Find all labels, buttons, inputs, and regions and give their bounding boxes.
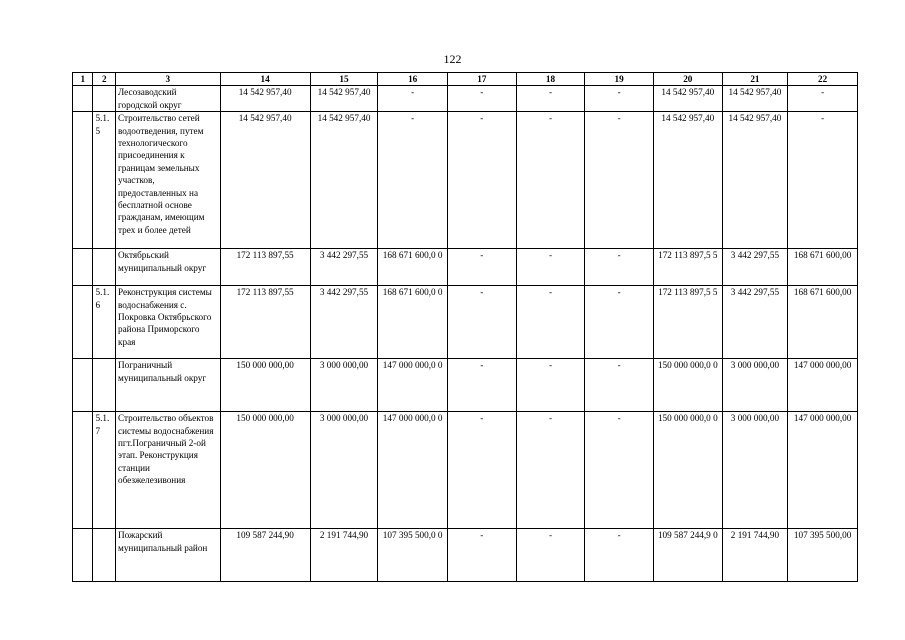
item-code-cell: 5.1.7 bbox=[93, 412, 116, 529]
amount-cell: - bbox=[516, 412, 585, 529]
item-name-cell: Пожарский муниципальный район bbox=[116, 529, 221, 582]
amount-cell: 14 542 957,40 bbox=[310, 86, 378, 112]
amount-cell: - bbox=[378, 112, 448, 249]
item-code-cell: 5.1.6 bbox=[93, 286, 116, 359]
amount-cell: - bbox=[585, 529, 654, 582]
amount-cell: 172 113 897,5 5 bbox=[653, 249, 722, 286]
item-name-cell: Лесозаводский городской округ bbox=[116, 86, 221, 112]
amount-cell: 107 395 500,0 0 bbox=[378, 529, 448, 582]
table-row bbox=[73, 249, 858, 286]
row-number-cell bbox=[73, 249, 93, 286]
amount-cell: 14 542 957,40 bbox=[653, 112, 722, 249]
amount-cell: - bbox=[516, 286, 585, 359]
amount-cell: - bbox=[516, 86, 585, 112]
item-code-cell bbox=[93, 529, 116, 582]
item-name-cell: Реконструкция системы водоснабжения с. Покровка Октябрьского района Приморского края bbox=[116, 286, 221, 359]
table-row bbox=[73, 112, 858, 249]
amount-cell: - bbox=[448, 86, 517, 112]
amount-cell: 14 542 957,40 bbox=[310, 112, 378, 249]
table-row bbox=[73, 529, 858, 582]
row-number-cell bbox=[73, 86, 93, 112]
amount-cell: 14 542 957,40 bbox=[653, 86, 722, 112]
table-row bbox=[73, 359, 858, 412]
amount-cell: - bbox=[516, 112, 585, 249]
table-header-row bbox=[73, 73, 858, 86]
amount-cell: - bbox=[378, 86, 448, 112]
amount-cell: 150 000 000,00 bbox=[220, 412, 310, 529]
row-number-cell bbox=[73, 112, 93, 249]
amount-cell: - bbox=[448, 529, 517, 582]
item-code-cell bbox=[93, 86, 116, 112]
amount-cell: - bbox=[585, 359, 654, 412]
amount-cell: 2 191 744,90 bbox=[722, 529, 788, 582]
amount-cell: 14 542 957,40 bbox=[220, 86, 310, 112]
amount-cell: 168 671 600,00 bbox=[788, 286, 858, 359]
page-number: 122 bbox=[443, 52, 462, 66]
amount-cell: 147 000 000,00 bbox=[788, 359, 858, 412]
amount-cell: 168 671 600,0 0 bbox=[378, 286, 448, 359]
amount-cell: 109 587 244,9 0 bbox=[653, 529, 722, 582]
item-code-cell: 5.1.5 bbox=[93, 112, 116, 249]
amount-cell: - bbox=[516, 529, 585, 582]
column-header: 20 bbox=[653, 73, 722, 86]
item-name-cell: Пограничный муниципальный округ bbox=[116, 359, 221, 412]
amount-cell: 14 542 957,40 bbox=[722, 86, 788, 112]
column-header: 2 bbox=[93, 73, 116, 86]
amount-cell: 3 442 297,55 bbox=[722, 286, 788, 359]
table-row bbox=[73, 412, 858, 529]
amount-cell: - bbox=[788, 112, 858, 249]
column-header: 18 bbox=[516, 73, 585, 86]
amount-cell: - bbox=[585, 112, 654, 249]
row-number-cell bbox=[73, 529, 93, 582]
item-name-cell: Октябрьский муниципальный округ bbox=[116, 249, 221, 286]
column-header: 16 bbox=[378, 73, 448, 86]
amount-cell: 14 542 957,40 bbox=[220, 112, 310, 249]
amount-cell: 172 113 897,5 5 bbox=[653, 286, 722, 359]
amount-cell: 3 000 000,00 bbox=[722, 412, 788, 529]
amount-cell: - bbox=[585, 86, 654, 112]
column-header: 19 bbox=[585, 73, 654, 86]
amount-cell: 3 442 297,55 bbox=[310, 249, 378, 286]
column-header: 21 bbox=[722, 73, 788, 86]
row-number-cell bbox=[73, 286, 93, 359]
amount-cell: - bbox=[516, 359, 585, 412]
amount-cell: 147 000 000,0 0 bbox=[378, 412, 448, 529]
amount-cell: - bbox=[585, 286, 654, 359]
amount-cell: 168 671 600,0 0 bbox=[378, 249, 448, 286]
table-row bbox=[73, 86, 858, 112]
amount-cell: - bbox=[585, 412, 654, 529]
item-code-cell bbox=[93, 359, 116, 412]
column-header: 17 bbox=[448, 73, 517, 86]
amount-cell: 150 000 000,0 0 bbox=[653, 359, 722, 412]
amount-cell: 3 000 000,00 bbox=[722, 359, 788, 412]
amount-cell: - bbox=[585, 249, 654, 286]
column-header: 15 bbox=[310, 73, 378, 86]
amount-cell: 147 000 000,00 bbox=[788, 412, 858, 529]
column-header: 3 bbox=[116, 73, 221, 86]
amount-cell: - bbox=[448, 286, 517, 359]
item-name-cell: Строительство сетей водоотведения, путем технологического присоединения к границам земельных участков, предоставленных на бесплатной основе гражданам, имеющим трех и более детей bbox=[116, 112, 221, 249]
column-header: 1 bbox=[73, 73, 93, 86]
amount-cell: 172 113 897,55 bbox=[220, 286, 310, 359]
budget-table bbox=[72, 72, 858, 582]
amount-cell: 3 442 297,55 bbox=[310, 286, 378, 359]
amount-cell: - bbox=[448, 112, 517, 249]
amount-cell: 3 000 000,00 bbox=[310, 412, 378, 529]
amount-cell: 150 000 000,0 0 bbox=[653, 412, 722, 529]
amount-cell: - bbox=[516, 249, 585, 286]
amount-cell: 3 442 297,55 bbox=[722, 249, 788, 286]
amount-cell: 3 000 000,00 bbox=[310, 359, 378, 412]
item-name-cell: Строительство объектов системы водоснабжения пгт.Пограничный 2-ой этап. Реконструкция станции обезжелезивония bbox=[116, 412, 221, 529]
amount-cell: 14 542 957,40 bbox=[722, 112, 788, 249]
amount-cell: 109 587 244,90 bbox=[220, 529, 310, 582]
amount-cell: - bbox=[788, 86, 858, 112]
amount-cell: 150 000 000,00 bbox=[220, 359, 310, 412]
amount-cell: 147 000 000,0 0 bbox=[378, 359, 448, 412]
amount-cell: 2 191 744,90 bbox=[310, 529, 378, 582]
amount-cell: 107 395 500,00 bbox=[788, 529, 858, 582]
column-header: 14 bbox=[220, 73, 310, 86]
row-number-cell bbox=[73, 359, 93, 412]
amount-cell: 172 113 897,55 bbox=[220, 249, 310, 286]
amount-cell: - bbox=[448, 359, 517, 412]
amount-cell: - bbox=[448, 249, 517, 286]
table-row bbox=[73, 286, 858, 359]
column-header: 22 bbox=[788, 73, 858, 86]
amount-cell: 168 671 600,00 bbox=[788, 249, 858, 286]
item-code-cell bbox=[93, 249, 116, 286]
amount-cell: - bbox=[448, 412, 517, 529]
row-number-cell bbox=[73, 412, 93, 529]
